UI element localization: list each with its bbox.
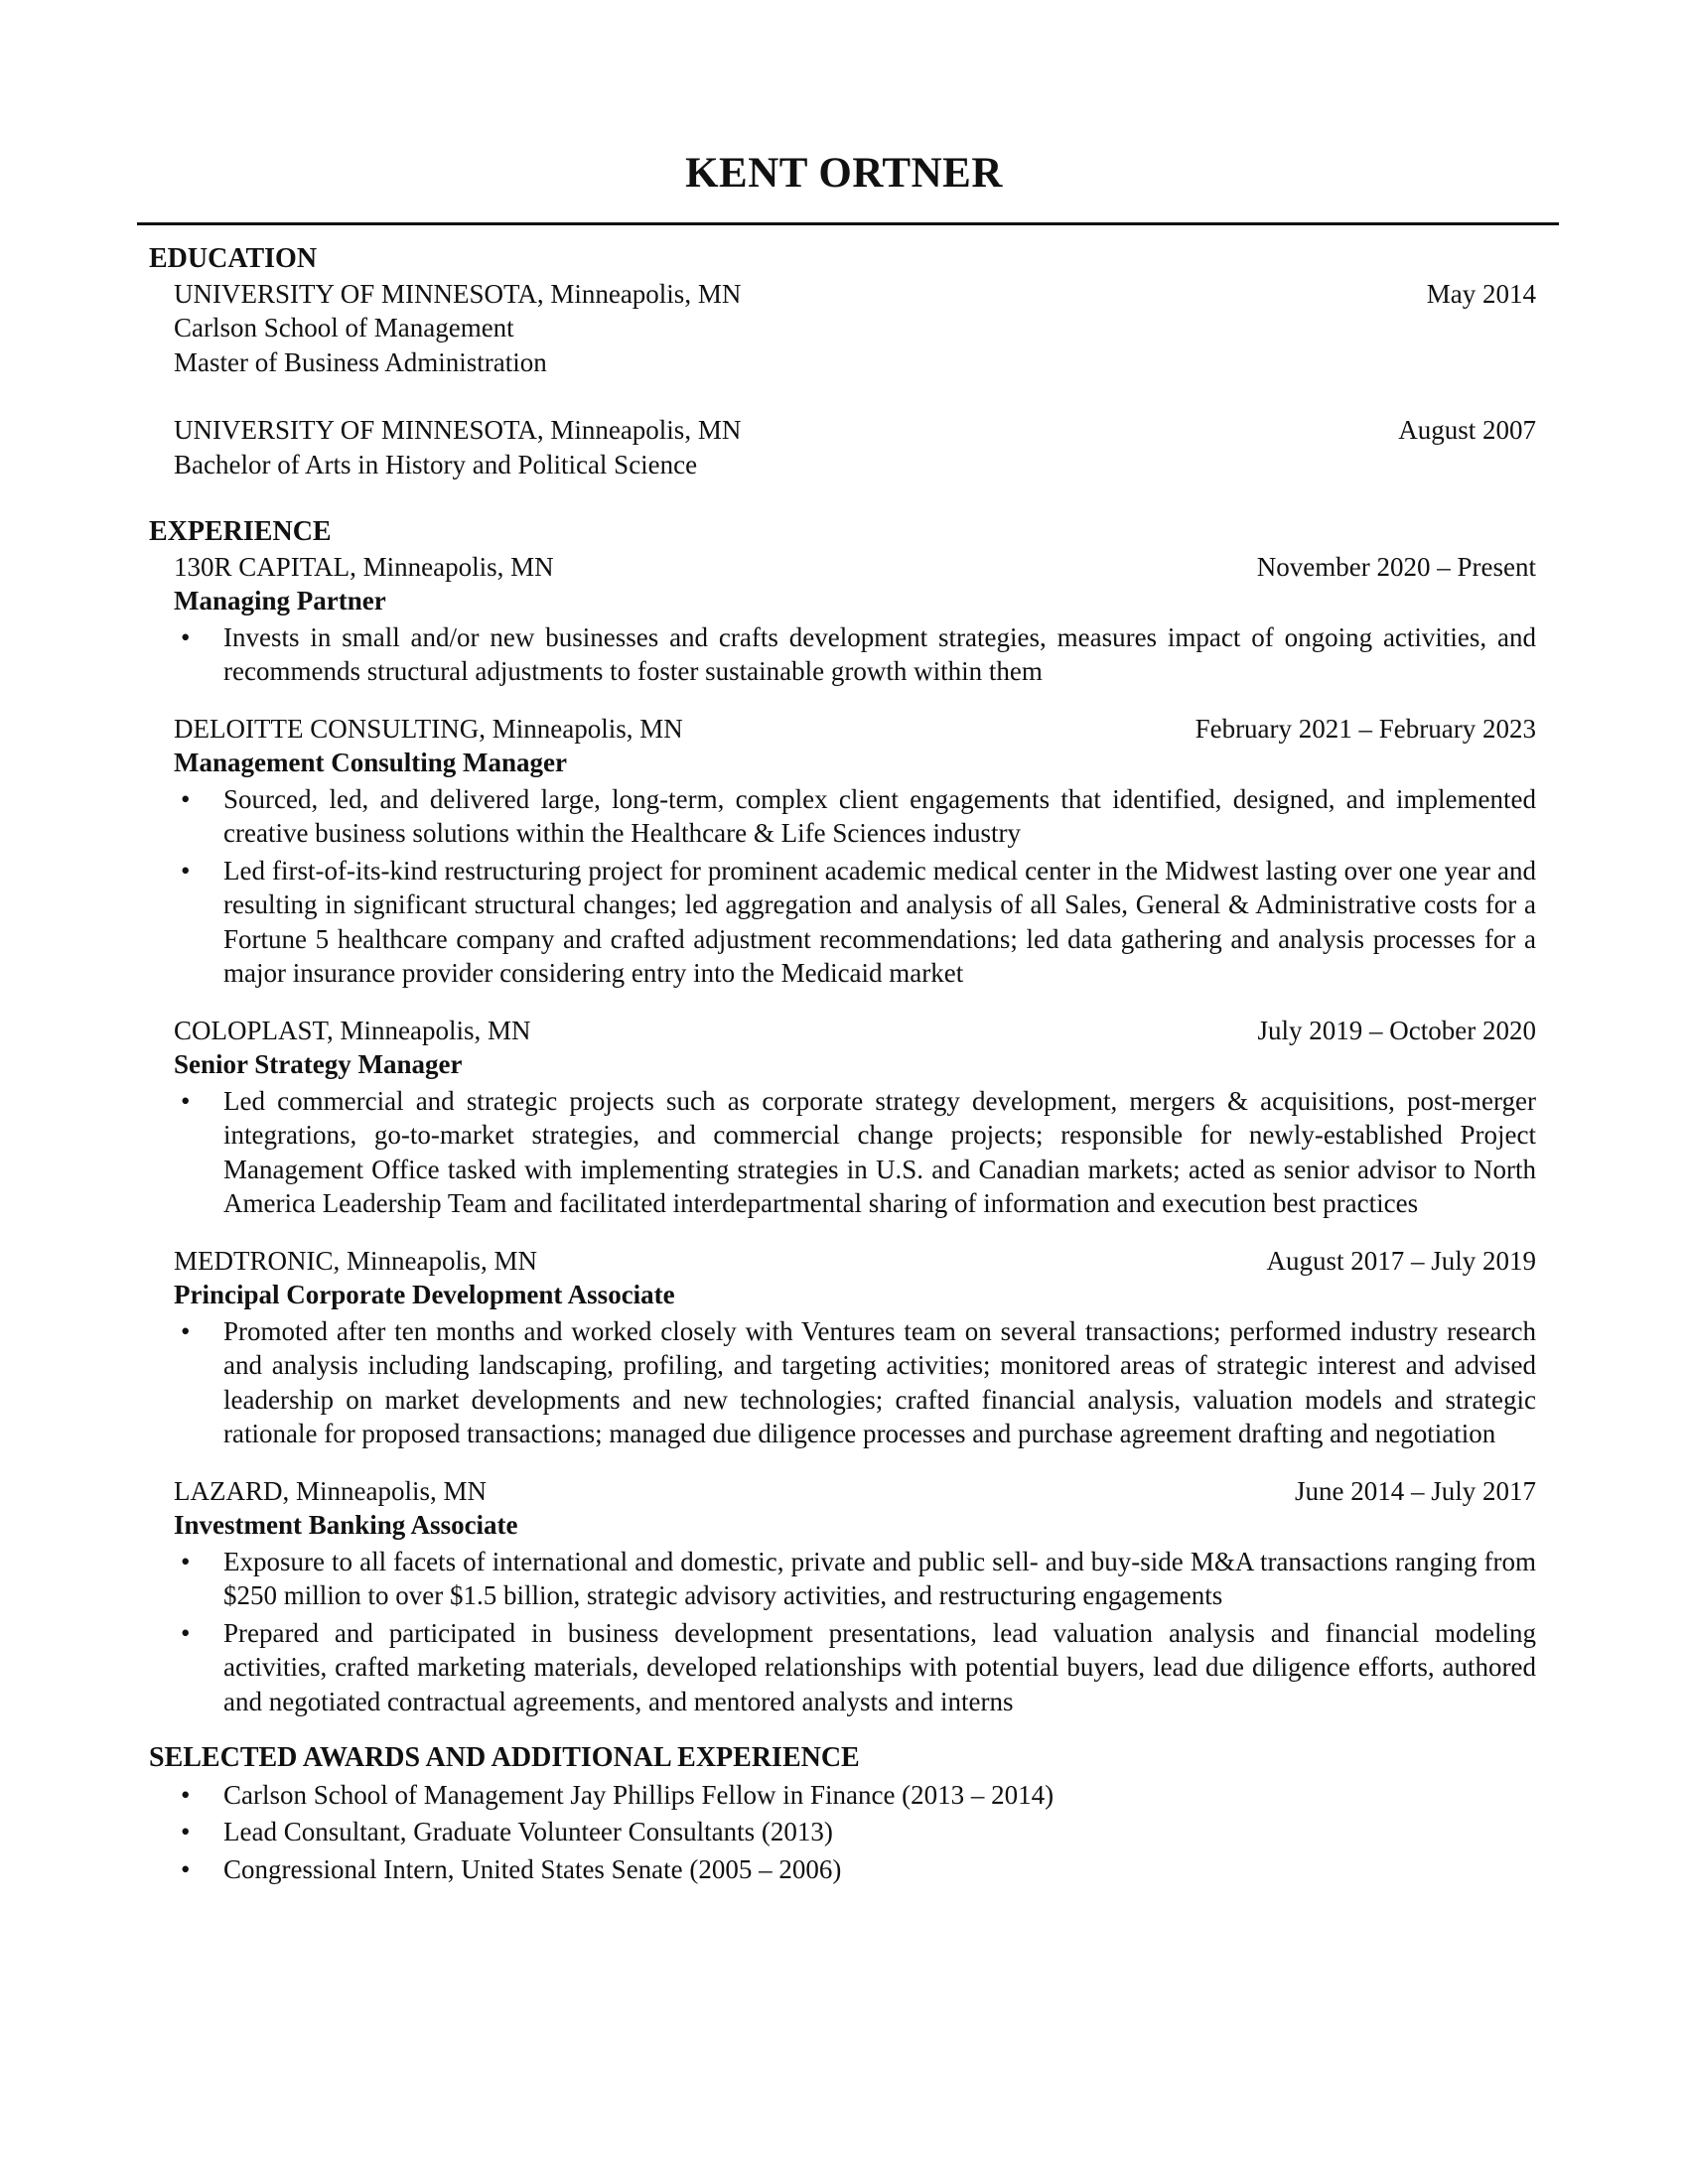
education-entry <box>149 277 1536 380</box>
bullet-icon: • <box>181 1779 191 1810</box>
bullet-icon: • <box>181 1853 191 1884</box>
degree: Bachelor of Arts in History and Political Science <box>174 449 698 479</box>
bullet-item: • Exposure to all facets of international and domestic, private and public sell- and buy-side M&A transactions ranging from $250 million to over $1.5 billion, strategic advisory activities, and restructuring engagements <box>181 1546 1536 1610</box>
bullet-item: • Led commercial and strategic projects such as corporate strategy development, mergers & acquisitions, post-merger integrations, go-to-market strategies, and commercial change projects; responsible for newly-established Project Management Office tasked with implementing strategies in U.S. and Canadian markets; acted as senior advisor to North America Leadership Team and facilitated interdepartmental sharing of information and execution best practices <box>181 1085 1536 1218</box>
employer: 130R CAPITAL, Minneapolis, MN <box>174 551 554 582</box>
bullet-icon: • <box>181 855 191 886</box>
job-dates: July 2019 – October 2020 <box>1257 1015 1536 1045</box>
employer: LAZARD, Minneapolis, MN <box>174 1475 487 1506</box>
job-title: Management Consulting Manager <box>174 748 567 777</box>
school-name: UNIVERSITY OF MINNESOTA, Minneapolis, MN <box>174 415 742 445</box>
employer: COLOPLAST, Minneapolis, MN <box>174 1015 531 1045</box>
bullet-icon: • <box>181 1546 191 1576</box>
bullet-item: • Promoted after ten months and worked closely with Ventures team on several transactions; performed industry research and analysis including landscaping, profiling, and targeting activities; monitored areas of strategic interest and advised leadership on market developments and new technologies; crafted financial analysis, valuation models and strategic rationale for proposed transactions; managed due diligence processes and purchase agreement drafting and negotiation <box>181 1315 1536 1448</box>
job-dates: August 2017 – July 2019 <box>1266 1245 1536 1276</box>
job-title: Managing Partner <box>174 586 386 615</box>
job-entry <box>149 1474 1536 1543</box>
bullet-item: • Led first-of-its-kind restructuring project for prominent academic medical center in the Midwest lasting over one year and resulting in significant structural changes; led aggregation and analysis of all Sales, General & Administrative costs for a Fortune 5 healthcare company and crafted adjustment recommendations; led data gathering and analysis processes for a major insurance provider considering entry into the Medicaid market <box>181 855 1536 988</box>
graduation-date: August 2007 <box>1398 415 1536 445</box>
education-entry <box>149 413 1536 481</box>
job-entry <box>149 712 1536 780</box>
job-title: Principal Corporate Development Associate <box>174 1280 675 1309</box>
school-detail: Carlson School of Management <box>174 313 514 342</box>
job-dates: November 2020 – Present <box>1256 551 1536 582</box>
bullet-icon: • <box>181 621 191 652</box>
header-divider <box>137 222 1559 225</box>
bullet-item: • Prepared and participated in business development presentations, lead valuation analysis and financial modeling activities, crafted marketing materials, developed relationships with potential buyers, lead due diligence efforts, authored and negotiated contractual agreements, and mentored analysts and interns <box>181 1617 1536 1716</box>
job-entry <box>149 1014 1536 1082</box>
employer: DELOITTE CONSULTING, Minneapolis, MN <box>174 713 683 744</box>
job-entry <box>149 1244 1536 1312</box>
award-item: • Carlson School of Management Jay Phillips Fellow in Finance (2013 – 2014) <box>149 1778 1536 1813</box>
bullet-icon: • <box>181 1817 191 1846</box>
resume-body <box>149 242 1536 1889</box>
school-name: UNIVERSITY OF MINNESOTA, Minneapolis, MN <box>174 278 742 309</box>
job-title: Senior Strategy Manager <box>174 1049 463 1079</box>
bullet-icon: • <box>181 1315 191 1346</box>
degree: Master of Business Administration <box>174 346 547 377</box>
experience-heading: EXPERIENCE <box>149 516 332 547</box>
bullet-icon: • <box>181 783 191 814</box>
education-heading: EDUCATION <box>149 243 318 274</box>
bullet-icon: • <box>181 1085 191 1116</box>
award-item: • Lead Consultant, Graduate Volunteer Consultants (2013) <box>149 1815 1536 1849</box>
award-item: • Congressional Intern, United States Senate (2005 – 2006) <box>149 1852 1536 1887</box>
candidate-name: KENT ORTNER <box>685 150 1003 197</box>
employer: MEDTRONIC, Minneapolis, MN <box>174 1245 537 1276</box>
bullet-item: • Invests in small and/or new businesses and crafts development strategies, measures impact of ongoing activities, and recommends structural adjustments to foster sustainable growth within them <box>181 621 1536 686</box>
job-title: Investment Banking Associate <box>174 1510 518 1540</box>
job-entry <box>149 550 1536 618</box>
job-dates: February 2021 – February 2023 <box>1195 713 1536 744</box>
job-dates: June 2014 – July 2017 <box>1295 1475 1536 1506</box>
bullet-item: • Sourced, led, and delivered large, long-term, complex client engagements that identified, designed, and implemented creative business solutions within the Healthcare & Life Sciences industry <box>181 783 1536 848</box>
awards-heading: SELECTED AWARDS AND ADDITIONAL EXPERIENCE <box>149 1742 860 1773</box>
graduation-date: May 2014 <box>1426 278 1536 309</box>
bullet-icon: • <box>181 1617 191 1648</box>
